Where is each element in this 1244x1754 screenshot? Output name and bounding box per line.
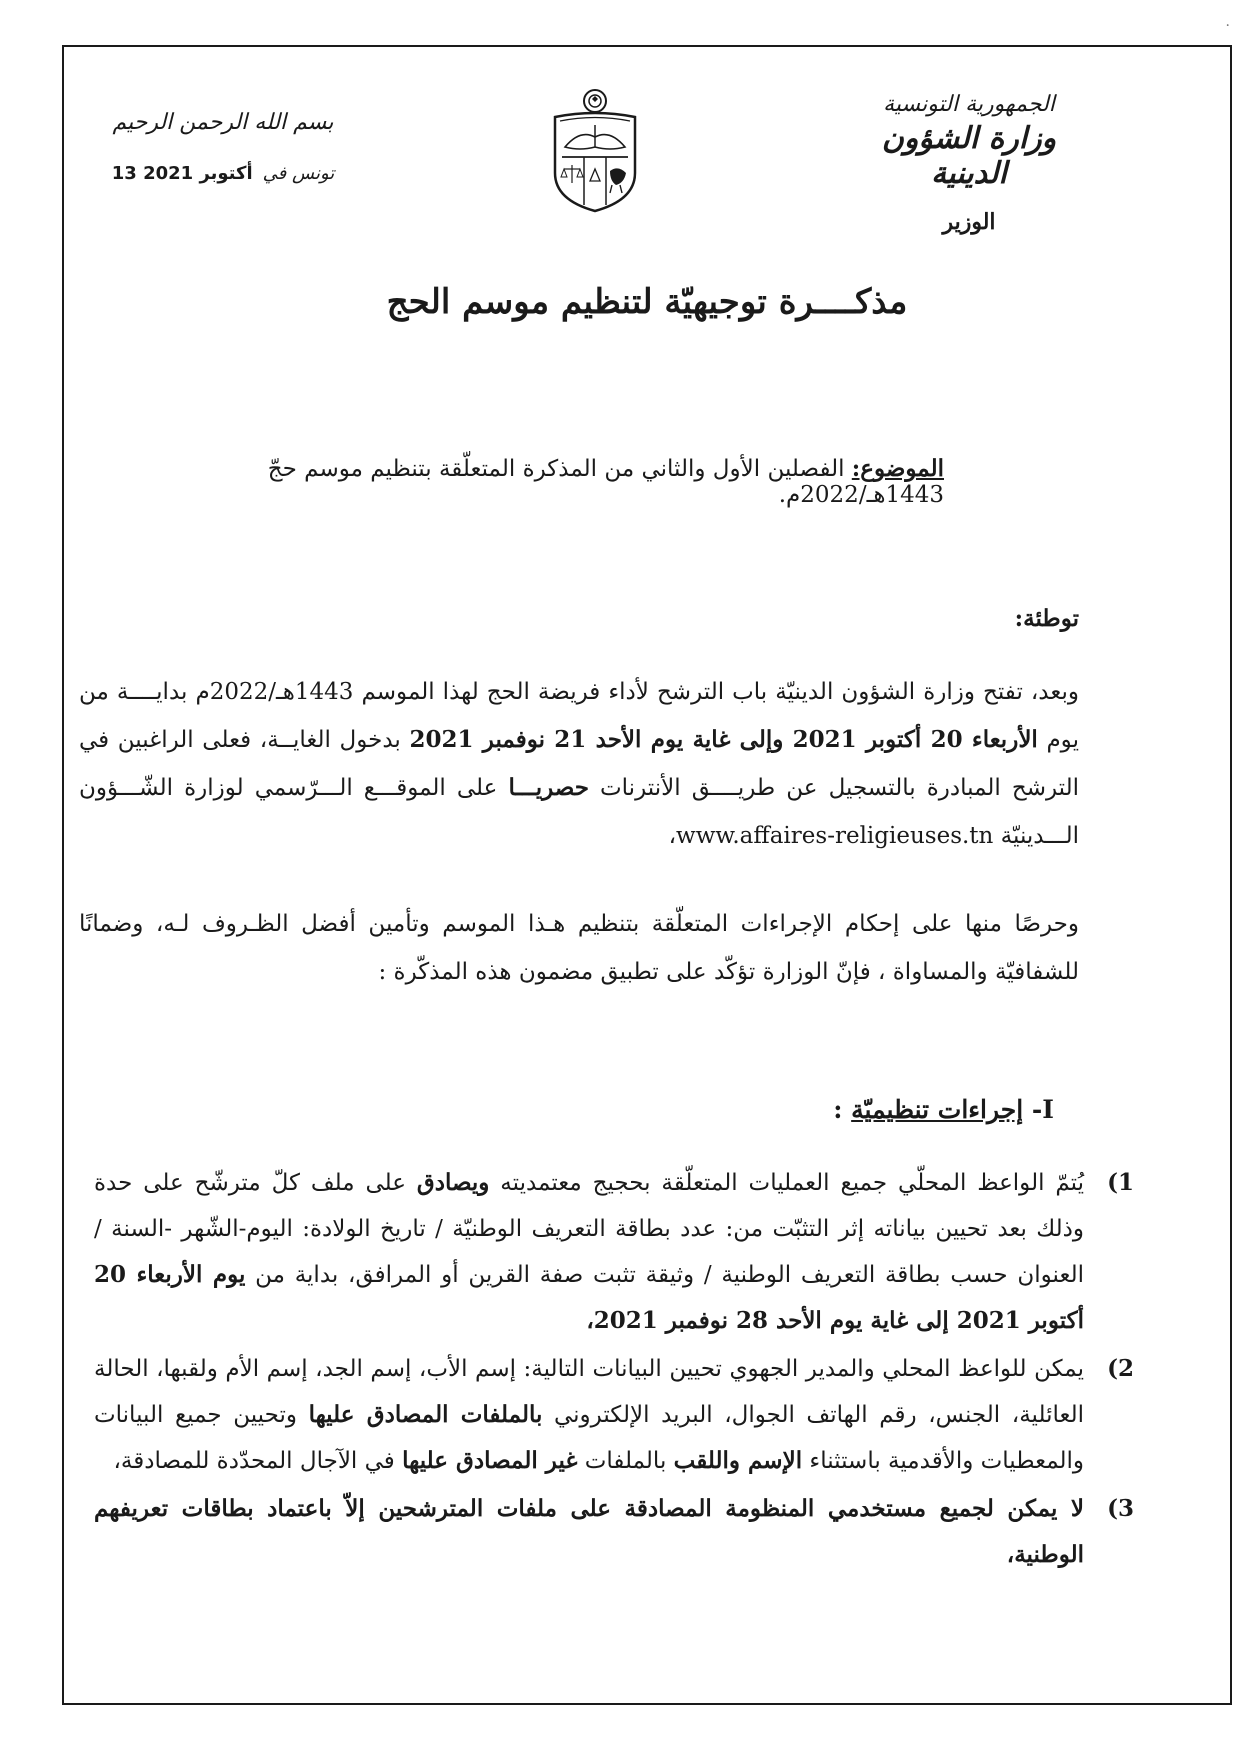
place-label: تونس في [262, 163, 335, 184]
list-item [94, 1486, 1134, 1578]
letterhead-date-block [78, 110, 368, 184]
procedures-list [94, 1160, 1134, 1580]
item-text: لا يمكن لجميع مستخدمي المنظومة المصادقة على ملفات المترشحين إلاّ باعتماد بطاقات تعريفهم الوطنية، [94, 1495, 1084, 1568]
intro-paragraph-2: وحرصًا منها على إحكام الإجراءات المتعلّقة بتنظيم هـذا الموسم وتأمين أفضل الظـروف لـه، وضمانًا للشفافيّة والمساواة ، فإنّ الوزارة تؤكّد على تطبيق مضمون هذه المذكّرة : [79, 911, 1079, 985]
list-item [94, 1160, 1134, 1344]
subject-text: الفصلين الأول والثاني من المذكرة المتعلّقة بتنظيم موسم حجّ 1443هـ/2022م. [267, 456, 944, 508]
item-2-text-a: يمكن للواعظ المحلي والمدير الجهوي تحيين البيانات التالية: إسم الأب، إسم الجد، إسم الأم ولقبها، الحالة العائلية، الجنس، رقم الهاتف الجوال، البريد الإلكتروني [94, 1356, 1084, 1428]
item-text [94, 1160, 1084, 1344]
section-suffix: : [833, 1095, 852, 1124]
item-number: 2) [1107, 1355, 1134, 1382]
item-2-text-e: بالملفات [577, 1448, 674, 1474]
item-2-text-g: في الآجال المحدّدة للمصادقة، [113, 1448, 403, 1474]
item-1-text-c: على ملف كلّ مترشّح على حدة وذلك بعد تحيين بياناته إثر التثبّت من: عدد بطاقة التعريف الوطنيّة / تاريخ الولادة: اليوم-الشّهر -السنة / العنوان حسب بطاقة التعريف الوطنية / وثيقة تثبت صفة القرين أو المرافق، بداية من [94, 1170, 1084, 1288]
item-text [94, 1346, 1084, 1484]
item-1-approve: ويصادق [416, 1169, 490, 1196]
document-title: مذكــــرة توجيهيّة لتنظيم موسم الحج [386, 282, 908, 322]
section-number: I- [1031, 1095, 1054, 1124]
item-number: 1) [1107, 1169, 1134, 1196]
section-title: إجراءات تنظيميّة [851, 1095, 1024, 1124]
minister-title: الوزير [942, 209, 996, 235]
para1-text-c: بدخول الغايــة، فعلى الراغبين في الترشح المبادرة بالتسجيل عن طريــــق الأنترنات [79, 727, 1079, 801]
item-2-unapproved: غير المصادق عليها [402, 1447, 578, 1474]
item-1-dates: يوم الأربعاء 20 أكتوبر 2021 إلى غاية يوم الأحد 28 نوفمبر 2021 [94, 1261, 1084, 1334]
para1-dates: الأربعاء 20 أكتوبر 2021 وإلى غاية يوم الأحد 21 نوفمبر 2021 [409, 726, 1038, 753]
item-2-approved-files: بالملفات المصادق عليها [308, 1401, 543, 1428]
coat-of-arms-icon [540, 85, 650, 215]
intro-paragraph-1 [79, 668, 1079, 860]
item-1-text-a: يُتمّ الواعظ المحلّي جميع العمليات المتعلّقة بحجيج معتمديته [489, 1170, 1085, 1196]
item-1-end: ، [586, 1307, 594, 1334]
item-number: 3) [1107, 1495, 1134, 1522]
list-item [94, 1346, 1134, 1484]
subject-label: الموضوع: [851, 455, 944, 482]
item-2-text-c: وتحيين جميع البيانات والمعطيات والأقدمية باستثناء [94, 1402, 1084, 1474]
section-heading [833, 1095, 1054, 1124]
para1-exclusive: حصريـــا [508, 774, 589, 801]
date-line [78, 163, 368, 184]
subject-line [104, 455, 944, 508]
item-2-name: الإسم واللقب [673, 1447, 803, 1474]
ministry-name: وزارة الشؤون الدينية [881, 121, 1057, 191]
basmala: بسم الله الرحمن الرحيم [112, 110, 334, 135]
para1-text-a: وبعد، تفتح وزارة الشؤون الدينيّة باب الترشح لأداء فريضة الحج لهذا الموسم 1443هـ/2022م بدايــــة من يوم [79, 679, 1079, 753]
republic-name: الجمهورية التونسية [883, 92, 1055, 117]
intro-heading: توطئة: [1014, 605, 1079, 632]
date-stamp: 13 أكتوبر 2021 [111, 163, 253, 184]
scan-mark-icon: · [1225, 18, 1230, 34]
para1-text-e: على الموقـــع الـــرّسمي لوزارة الشّـــؤون الـــدينيّة www.affaires-religieuses.tn، [79, 775, 1079, 849]
letterhead-ministry [844, 92, 1094, 235]
